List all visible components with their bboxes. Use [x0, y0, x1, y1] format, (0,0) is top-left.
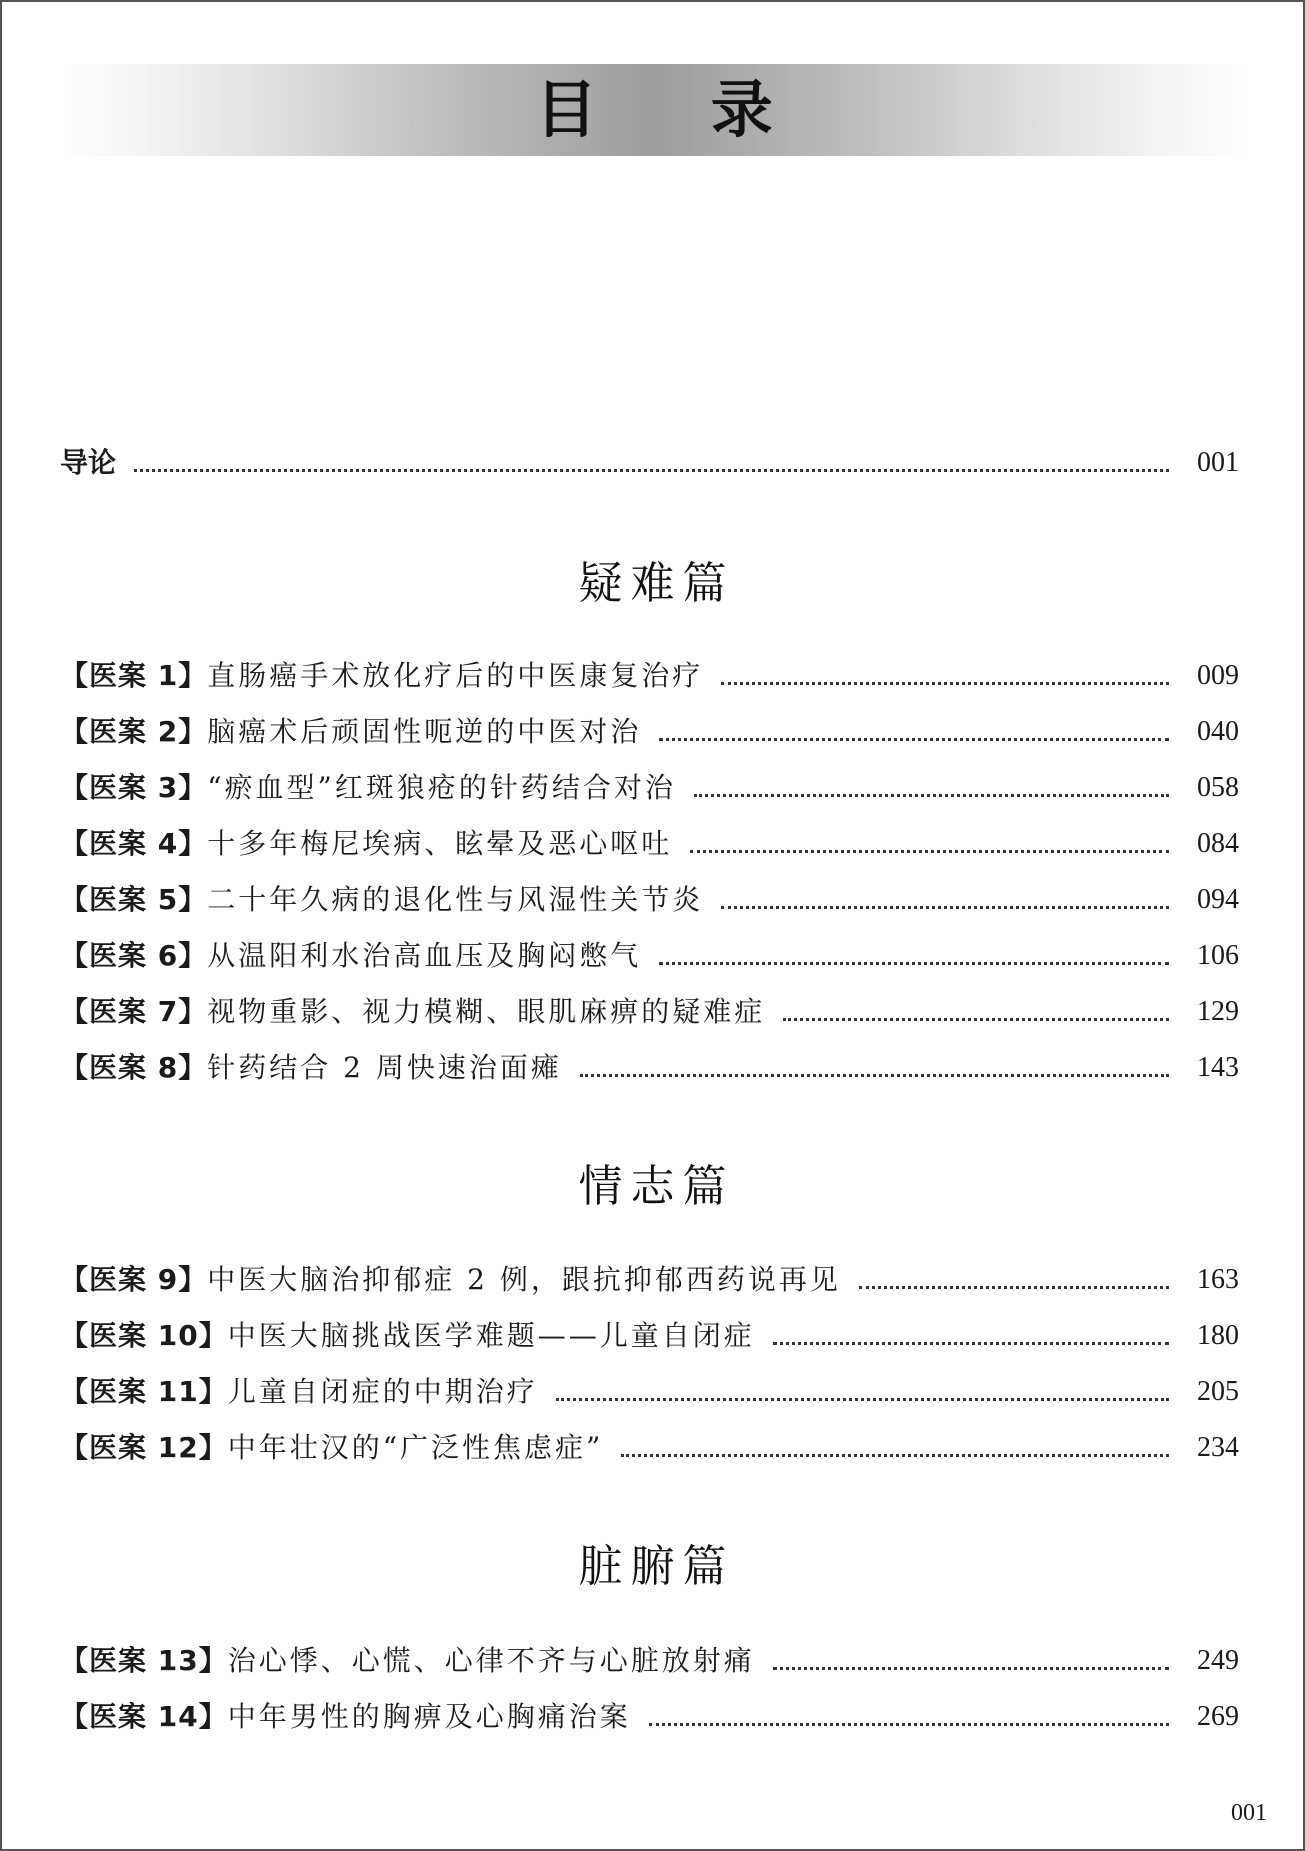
case-tag: 【医案 9】: [60, 1263, 208, 1296]
entry-title: 中年男性的胸痹及心胸痛治案: [227, 1700, 631, 1733]
page-number: 163: [1197, 1264, 1239, 1295]
entry-title: 中年壮汉的“广泛性焦虑症”: [227, 1431, 604, 1464]
page-number: 001: [1197, 447, 1239, 478]
toc-entry[interactable]: [60, 1312, 1239, 1356]
section-title: 疑难篇: [578, 558, 735, 609]
dot-leader: [580, 1073, 1169, 1077]
case-tag: 【医案 13】: [60, 1644, 228, 1677]
toc-entry[interactable]: [60, 1044, 1239, 1088]
page-number: 094: [1197, 884, 1239, 915]
case-tag: 【医案 1】: [60, 659, 208, 692]
toc-entry[interactable]: [60, 988, 1239, 1032]
case-tag: 【医案 10】: [60, 1319, 228, 1352]
dot-leader: [859, 1285, 1169, 1289]
toc-entry-intro[interactable]: [60, 439, 1239, 483]
case-tag: 【医案 8】: [60, 1051, 208, 1084]
section-title: 情志篇: [578, 1161, 735, 1212]
entry-title: 脑癌术后顽固性呃逆的中医对治: [207, 715, 642, 748]
page-number: 269: [1197, 1701, 1239, 1732]
title-banner: [60, 64, 1248, 156]
page-number: 129: [1197, 996, 1239, 1027]
entry-title: 二十年久病的退化性与风湿性关节炎: [207, 883, 704, 916]
dot-leader: [773, 1666, 1169, 1670]
dot-leader: [621, 1453, 1169, 1457]
toc-entry[interactable]: [60, 1637, 1239, 1681]
intro-label: 导论: [60, 446, 117, 479]
dot-leader: [659, 961, 1169, 965]
page-number: 249: [1197, 1645, 1239, 1676]
page-number: 084: [1197, 828, 1239, 859]
entry-title: 儿童自闭症的中期治疗: [227, 1375, 538, 1408]
page-title: 目 录: [535, 73, 819, 146]
entry-title: 从温阳利水治高血压及胸闷憋气: [207, 939, 642, 972]
page-number: 180: [1197, 1320, 1239, 1351]
toc-entry[interactable]: [60, 764, 1239, 808]
dot-leader: [556, 1397, 1169, 1401]
case-tag: 【医案 5】: [60, 883, 208, 916]
dot-leader: [694, 793, 1169, 797]
footer-page-number: 001: [1231, 1800, 1267, 1826]
page-number: 106: [1197, 940, 1239, 971]
case-tag: 【医案 4】: [60, 827, 208, 860]
section-title: 脏腑篇: [578, 1541, 735, 1592]
toc-entry[interactable]: [60, 876, 1239, 920]
dot-leader: [690, 849, 1169, 853]
case-tag: 【医案 7】: [60, 995, 208, 1028]
entry-title: 中医大脑挑战医学难题——儿童自闭症: [227, 1319, 755, 1352]
page-number: 058: [1197, 772, 1239, 803]
dot-leader: [783, 1017, 1169, 1021]
page-number: 234: [1197, 1432, 1239, 1463]
dot-leader: [649, 1722, 1169, 1726]
toc-entry[interactable]: [60, 820, 1239, 864]
toc-entry[interactable]: [60, 1368, 1239, 1412]
entry-title: 十多年梅尼埃病、眩晕及恶心呕吐: [207, 827, 673, 860]
toc-entry[interactable]: [60, 1424, 1239, 1468]
dot-leader: [721, 681, 1169, 685]
entry-title: 治心悸、心慌、心律不齐与心脏放射痛: [227, 1644, 755, 1677]
case-tag: 【医案 11】: [60, 1375, 228, 1408]
page-number: 143: [1197, 1052, 1239, 1083]
dot-leader: [721, 905, 1169, 909]
case-tag: 【医案 14】: [60, 1700, 228, 1733]
page-number: 040: [1197, 716, 1239, 747]
entry-title: 针药结合 2 周快速治面瘫: [207, 1051, 562, 1084]
case-tag: 【医案 12】: [60, 1431, 228, 1464]
dot-leader: [773, 1341, 1169, 1345]
case-tag: 【医案 6】: [60, 939, 208, 972]
toc-entry[interactable]: [60, 1256, 1239, 1300]
case-tag: 【医案 2】: [60, 715, 208, 748]
toc-entry[interactable]: [60, 652, 1239, 696]
page-number: 205: [1197, 1376, 1239, 1407]
case-tag: 【医案 3】: [60, 771, 208, 804]
dot-leader: [134, 468, 1169, 472]
page-number: 009: [1197, 660, 1239, 691]
entry-title: 直肠癌手术放化疗后的中医康复治疗: [207, 659, 704, 692]
dot-leader: [659, 737, 1169, 741]
toc-entry[interactable]: [60, 708, 1239, 752]
toc-entry[interactable]: [60, 1693, 1239, 1737]
entry-title: 中医大脑治抑郁症 2 例，跟抗抑郁西药说再见: [207, 1263, 841, 1296]
entry-title: 视物重影、视力模糊、眼肌麻痹的疑难症: [207, 995, 766, 1028]
entry-title: “瘀血型”红斑狼疮的针药结合对治: [207, 771, 676, 804]
toc-entry[interactable]: [60, 932, 1239, 976]
